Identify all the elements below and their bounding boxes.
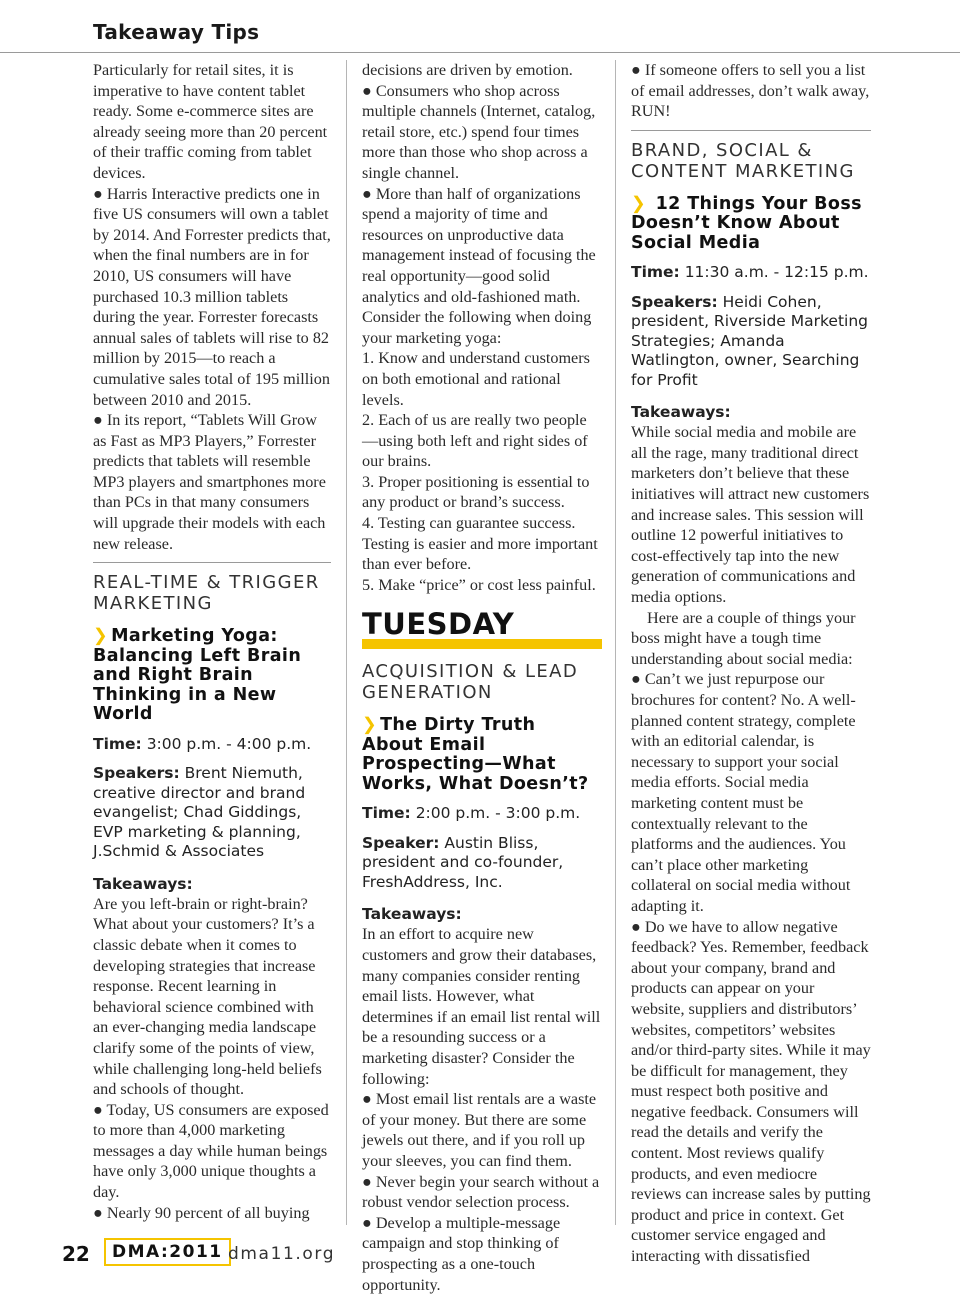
session-speakers bbox=[93, 764, 331, 862]
chevron-right-icon: ❯ bbox=[631, 193, 647, 214]
footer-url: dma11.org bbox=[228, 1244, 336, 1264]
bullet-paragraph: ● Develop a multiple-message campaign and stop thinking of prospecting as a one-touch opportunity. bbox=[362, 1213, 561, 1294]
session-title bbox=[362, 716, 602, 794]
header-divider bbox=[0, 52, 960, 53]
session-category: REAL-TIME & TRIGGER MARKETING bbox=[93, 572, 320, 615]
session-time bbox=[93, 735, 331, 755]
session-title-text: The Dirty Truth About Email Prospecting—What Works, What Doesn’t? bbox=[362, 715, 589, 794]
column-divider-1 bbox=[346, 60, 347, 1225]
speakers-label: Speaker: bbox=[362, 833, 440, 852]
bullet-paragraph: ● Most email list rentals are a waste of your money. But there are some jewels out there, and if you roll up your sleeves, you can find them. bbox=[362, 1090, 597, 1170]
session-time bbox=[362, 804, 602, 824]
body-paragraph: Particularly for retail sites, it is imperative to have content tablet ready. Some e-commerce sites are already seeing more than 20 percent of their traffic coming from tablet devices. bbox=[93, 61, 328, 182]
bullet-paragraph: ● Harris Interactive predicts one in five US consumers will own a tablet by 2014. And Forrester predicts that, when the final numbers are in for 2010, US consumers will have purchased 10.3 million tablets during the year. Forrester forecasts annual sales of tablets will rise to 82 million by 2015—to reach a cumulative sales total of 195 million between 2010 and 2015. bbox=[93, 184, 331, 409]
speakers-label: Speakers: bbox=[631, 292, 718, 311]
takeaways-label: Takeaways: bbox=[631, 403, 731, 422]
takeaways-label: Takeaways: bbox=[362, 905, 462, 924]
session-time bbox=[631, 263, 871, 283]
list-item: 4. Testing can guarantee success. Testing is easier and more important than ever before. bbox=[362, 514, 598, 574]
page-number: 22 bbox=[62, 1242, 90, 1266]
chevron-right-icon: ❯ bbox=[362, 715, 378, 736]
session-title-text: 12 Things Your Boss Doesn’t Know About Social Media bbox=[631, 193, 862, 253]
bullet-paragraph: ● More than half of organizations spend a majority of time and resources on unproductive data management instead of focusing the real opportunity—good solid analytics and old-fashioned math. Consider the following when doing your marketing yoga: bbox=[362, 184, 596, 347]
day-heading: TUESDAY bbox=[362, 607, 515, 642]
section-divider bbox=[93, 562, 331, 563]
speakers-label: Speakers: bbox=[93, 764, 180, 783]
list-item: 5. Make “price” or cost less painful. bbox=[362, 575, 596, 594]
time-value: 3:00 p.m. - 4:00 p.m. bbox=[146, 734, 312, 753]
list-item: 1. Know and understand customers on both emotional and rational levels. bbox=[362, 349, 590, 409]
brand-badge: DMA:2011 bbox=[104, 1238, 231, 1266]
body-paragraph: While social media and mobile are all the rage, many traditional direct marketers don’t believe that these initiatives will attract new customers and increase sales. This session will outline 12 powerful initiatives to cost-effectively tap into the new generation of communications and media options. bbox=[631, 423, 870, 607]
time-label: Time: bbox=[93, 734, 142, 753]
bullet-paragraph: ● Never begin your search without a robust vendor selection process. bbox=[362, 1172, 600, 1212]
column-3 bbox=[631, 60, 871, 1267]
session-category: BRAND, SOCIAL & CONTENT MARKETING bbox=[631, 139, 855, 182]
session-title bbox=[631, 195, 871, 254]
column-1 bbox=[93, 60, 331, 1223]
session-category: ACQUISITION & LEAD GENERATION bbox=[362, 661, 579, 704]
column-2 bbox=[362, 60, 602, 1295]
speakers-value: Heidi Cohen, president, Riverside Marketing Strategies; Amanda Watlington, owner, Searching for Profit bbox=[631, 292, 869, 389]
speakers-value: Brent Niemuth, creative director and brand evangelist; Chad Giddings, EVP marketing & planning, J.Schmid & Associates bbox=[93, 764, 306, 861]
time-value: 11:30 a.m. - 12:15 p.m. bbox=[684, 263, 869, 282]
speakers-value: Austin Bliss, president and co-founder, FreshAddress, Inc. bbox=[362, 833, 564, 891]
session-speakers bbox=[631, 293, 871, 391]
section-header: Takeaway Tips bbox=[93, 20, 260, 44]
list-item: 3. Proper positioning is essential to any product or brand’s success. bbox=[362, 472, 590, 512]
body-paragraph: decisions are driven by emotion. bbox=[362, 61, 573, 79]
bullet-paragraph: ● Today, US consumers are exposed to more than 4,000 marketing messages a day while human beings have only 3,000 unique thoughts a day. bbox=[93, 1100, 329, 1202]
list-item: 2. Each of us are really two people—using both left and right sides of our brains. bbox=[362, 411, 588, 471]
column-divider-2 bbox=[615, 60, 616, 1225]
bullet-paragraph: ● If someone offers to sell you a list of email addresses, don’t walk away, RUN! bbox=[631, 61, 870, 121]
time-label: Time: bbox=[362, 804, 411, 823]
body-paragraph: In an effort to acquire new customers and grow their databases, many companies consider renting email lists. However, what determines if an email list rental will be a resounding success or a marketing disaster? Consider the following: bbox=[362, 925, 601, 1088]
bullet-paragraph: ● Nearly 90 percent of all buying bbox=[93, 1203, 310, 1222]
body-paragraph: Here are a couple of things your boss might have a tough time understanding about social media: bbox=[631, 608, 856, 668]
section-divider bbox=[631, 130, 871, 131]
session-speakers bbox=[362, 834, 602, 893]
session-title bbox=[93, 627, 331, 725]
takeaways-label: Takeaways: bbox=[93, 874, 193, 893]
time-label: Time: bbox=[631, 263, 680, 282]
bullet-paragraph: ● Can’t we just repurpose our brochures for content? No. A well-planned content strategy, complete with an editorial calendar, is necessary to support your social media efforts. Social media marketing content must be contextually relevant to the platforms and the audiences. You can’t place other marketing collateral on social media without adapting it. bbox=[631, 670, 856, 915]
body-paragraph: Are you left-brain or right-brain? What about your customers? It’s a classic debate when it comes to developing strategies that increase response. Recent learning in behavioral science combined with an ever-changing media landscape clarify some of the points of view, while challenging long-held beliefs and schools of thought. bbox=[93, 894, 322, 1099]
chevron-right-icon: ❯ bbox=[93, 626, 109, 647]
time-value: 2:00 p.m. - 3:00 p.m. bbox=[415, 804, 581, 823]
bullet-paragraph: ● In its report, “Tablets Will Grow as Fast as MP3 Players,” Forrester predicts that tablets will resemble MP3 players and smartphones more than PCs in that many consumers will upgrade their models with each new release. bbox=[93, 411, 326, 553]
bullet-paragraph: ● Consumers who shop across multiple channels (Internet, catalog, retail store, etc.) spend four times more than those who shop across a single channel. bbox=[362, 81, 596, 182]
bullet-paragraph: ● Do we have to allow negative feedback? Yes. Remember, feedback about your company, brand and products can appear on your website, suppliers and distributors’ websites, competitors’ websites and/or third-party sites. While it may be difficult for management, they must respect both positive and negative feedback. Consumers will read the details and verify the content. Most reviews qualify products, and even mediocre reviews can increase sales by putting product and price in context. Get customer service engaged and interacting with dissatisfied bbox=[631, 917, 871, 1266]
session-title-text: Marketing Yoga: Balancing Left Brain and Right Brain Thinking in a New World bbox=[93, 626, 302, 725]
